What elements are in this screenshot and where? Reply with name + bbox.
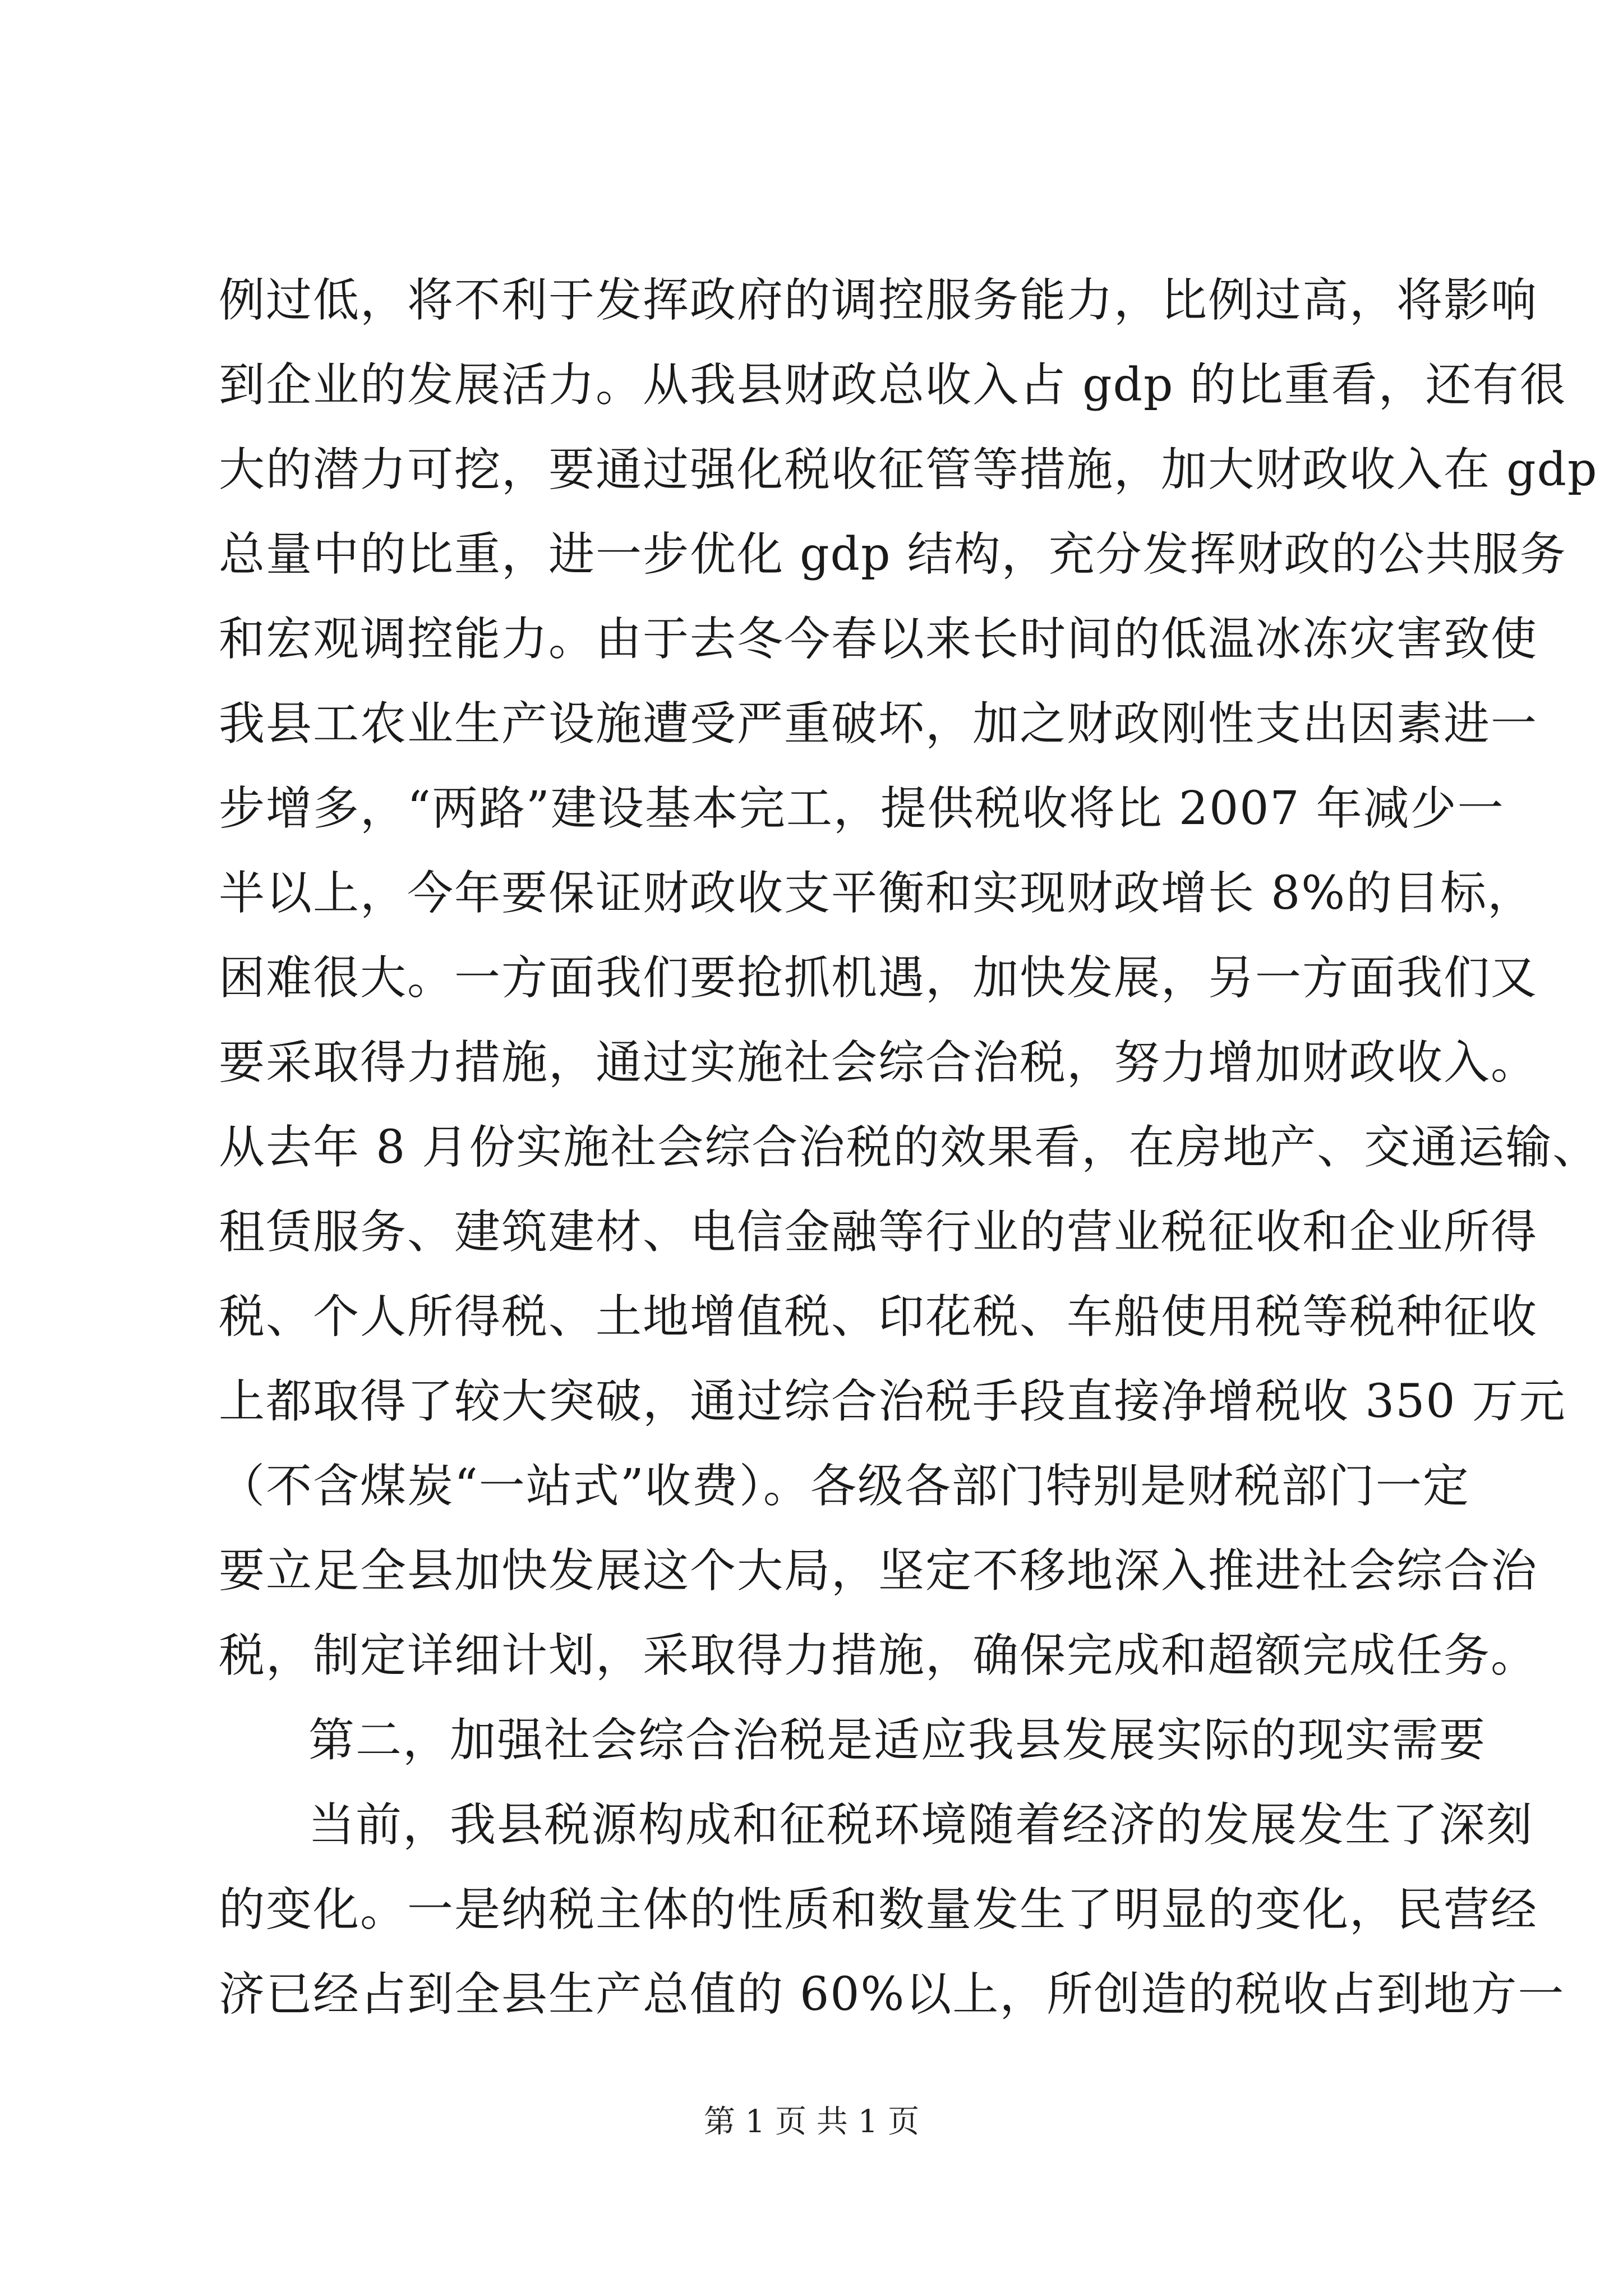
paragraph-first-line: 当前，我县税源构成和征税环境随着经济的发展发生了深刻 xyxy=(308,1798,1534,1852)
text-line: 要采取得力措施，通过实施社会综合治税，努力增加财政收入。 xyxy=(219,1036,1538,1089)
text-line: 上都取得了较大突破，通过综合治税手段直接净增税收 350 万元 xyxy=(219,1375,1566,1428)
text-line: 税，制定详细计划，采取得力措施，确保完成和超额完成任务。 xyxy=(219,1629,1538,1682)
text-line: 步增多，“两路”建设基本完工，提供税收将比 2007 年减少一 xyxy=(219,782,1505,835)
text-line: 租赁服务、建筑建材、电信金融等行业的营业税征收和企业所得 xyxy=(219,1205,1538,1259)
text-line: 我县工农业生产设施遭受严重破坏，加之财政刚性支出因素进一 xyxy=(219,697,1538,751)
text-line: 的变化。一是纳税主体的性质和数量发生了明显的变化，民营经 xyxy=(219,1883,1538,1936)
text-line: 和宏观调控能力。由于去冬今春以来长时间的低温冰冻灾害致使 xyxy=(219,613,1538,666)
text-line: 从去年 8 月份实施社会综合治税的效果看，在房地产、交通运输、 xyxy=(219,1121,1600,1174)
text-line: 例过低，将不利于发挥政府的调控服务能力，比例过高，将影响 xyxy=(219,274,1538,327)
text-line: 困难很大。一方面我们要抢抓机遇，加快发展，另一方面我们又 xyxy=(219,951,1538,1005)
text-line: 济已经占到全县生产总值的 60%以上，所创造的税收占到地方一 xyxy=(219,1968,1565,2021)
text-line: 总量中的比重，进一步优化 gdp 结构，充分发挥财政的公共服务 xyxy=(219,528,1567,581)
page-footer: 第 1 页 共 1 页 xyxy=(703,2104,920,2140)
section-heading: 第二，加强社会综合治税是适应我县发展实际的现实需要 xyxy=(308,1714,1487,1767)
text-line: （不含煤炭“一站式”收费）。各级各部门特别是财税部门一定 xyxy=(219,1460,1470,1513)
text-line: 税、个人所得税、土地增值税、印花税、车船使用税等税种征收 xyxy=(219,1290,1538,1343)
text-line: 到企业的发展活力。从我县财政总收入占 gdp 的比重看，还有很 xyxy=(219,358,1567,412)
text-line: 要立足全县加快发展这个大局，坚定不移地深入推进社会综合治 xyxy=(219,1544,1538,1598)
text-line: 大的潜力可挖，要通过强化税收征管等措施，加大财政收入在 gdp xyxy=(219,443,1598,496)
text-line: 半以上，今年要保证财政收支平衡和实现财政增长 8%的目标， xyxy=(219,867,1535,920)
body-text xyxy=(219,258,1600,2037)
